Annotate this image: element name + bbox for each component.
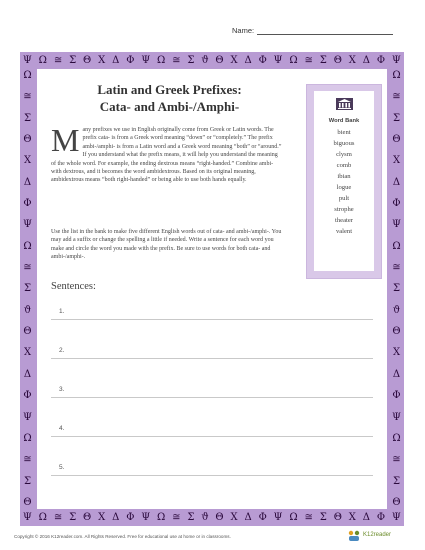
sentence-number: 1. [59,308,65,315]
copyright-footer: Copyright © 2016 K12reader.com. All Rights Reserved. Free for educational use at home or in classrooms. [14,534,231,539]
border-bottom-symbol: Φ [258,512,267,523]
border-top-symbol: ≅ [304,55,313,66]
intro-paragraph [51,122,283,185]
logo-figure-icon [346,530,362,542]
border-top-symbol: Σ [319,55,327,66]
border-bottom-symbol: ≅ [172,512,181,523]
border-bottom-symbol: ≅ [304,512,313,523]
border-left-symbol: Θ [23,134,32,146]
border-right-symbol: Ψ [392,219,401,231]
greek-border-frame [20,52,404,526]
border-right-symbols [390,70,403,508]
border-right-symbol: Σ [392,283,401,295]
sentence-number: 2. [59,347,65,354]
border-right-symbol: Δ [392,368,401,380]
border-right-symbol: Ω [392,70,401,81]
border-top-symbol: Ψ [23,55,32,66]
border-top-symbol: Θ [83,55,92,66]
border-top-symbol: Δ [362,55,371,66]
border-top-symbol: Ω [156,55,166,66]
sentence-writing-line[interactable] [51,358,373,359]
word-bank-item: clysm [336,151,352,158]
border-bottom-symbol: Δ [112,512,120,523]
logo-text: K12reader [363,532,392,538]
border-right-symbol: Χ [392,155,401,167]
border-top-symbol: Ω [289,55,298,66]
border-left-symbol: Θ [23,326,32,338]
border-top-symbol: Φ [258,55,267,66]
border-bottom-symbol: Ω [289,512,298,523]
border-top-symbol: ≅ [53,55,63,66]
border-bottom-symbol: ϑ [201,512,209,523]
border-left-symbol: Χ [23,347,32,359]
word-bank-item: logue [336,184,352,191]
name-blank-line[interactable] [257,26,393,35]
border-top-symbol: Δ [112,55,120,66]
word-bank-box [306,84,382,279]
border-right-symbol: Θ [392,496,401,508]
border-bottom-symbol: Χ [98,512,106,523]
border-bottom-symbol: Θ [83,512,92,523]
border-bottom-symbol: Σ [319,512,327,523]
border-left-symbol: ≅ [23,454,32,466]
border-bottom-symbol: Σ [69,512,77,523]
border-bottom-symbol: Φ [376,512,386,523]
border-right-symbol: Χ [392,347,401,359]
border-bottom-symbol: Ψ [391,512,401,523]
sentence-writing-line[interactable] [51,397,373,398]
border-right-symbol: Θ [392,326,401,338]
sentence-number: 3. [59,386,65,393]
border-right-symbol: ϑ [392,304,401,316]
border-left-symbol: Χ [23,155,32,167]
border-right-symbol: ≅ [392,454,401,466]
border-left-symbol: Σ [23,283,32,295]
border-top-symbol: Θ [215,55,224,66]
sentence-writing-line[interactable] [51,319,373,320]
word-bank-item: valent [335,228,353,235]
border-left-symbol: Ω [23,432,32,444]
border-top-symbol: ≅ [172,55,181,66]
bank-building-icon [336,98,353,110]
word-bank-list [314,127,374,237]
border-bottom-symbol: Δ [362,512,371,523]
border-top-symbol: Σ [187,55,195,66]
border-bottom-symbol: Δ [244,512,252,523]
border-top-symbols [20,54,404,67]
border-left-symbol: Ψ [23,219,32,231]
border-right-symbol: Σ [392,475,401,487]
border-right-symbol: Δ [392,176,401,188]
border-bottom-symbols [20,511,404,524]
border-top-symbol: Ω [38,55,47,66]
border-left-symbol: ≅ [23,262,32,274]
sentence-number: 4. [59,425,65,432]
border-bottom-symbol: Χ [348,512,356,523]
word-bank-item: strophe [334,206,354,213]
word-bank-item: bient [337,129,351,136]
word-bank-item: pult [338,195,350,202]
border-right-symbol: Ω [392,432,401,444]
border-top-symbol: Ψ [273,55,283,66]
intro-text: any prefixes we use in English originally come from Greek or Latin words. The prefix cata- is from a Greek word meaning “down” or “completely.” The prefix ambi-/amphi- is from a Latin word and a Greek word meaning “both” or “around.” If you understand what the prefix means, it will help you understand the meaning of the whole word. For example, the ending dextrous means “right-handed.” Combine ambi- with dextrous, and it becomes the word ambidextrous. Based on its original meaning, ambidextrous means “both right-handed” or being able to use both hands equally. [51,127,282,184]
border-bottom-symbol: Ψ [273,512,283,523]
border-top-symbol: Χ [348,55,356,66]
border-top-symbol: Χ [230,55,238,66]
worksheet-content [37,69,387,509]
border-bottom-symbol: Ψ [141,512,151,523]
sentence-number: 5. [59,464,65,471]
border-right-symbol: Φ [392,390,401,402]
border-left-symbol: ≅ [23,91,32,103]
word-bank-panel [314,91,374,271]
title-line-1: Latin and Greek Prefixes: [97,82,242,97]
border-right-symbol: ≅ [392,91,401,103]
border-top-symbol: Ψ [391,55,401,66]
border-right-symbol: Ψ [392,411,401,423]
border-bottom-symbol: Ω [38,512,47,523]
word-bank-title: Word Bank [328,118,360,124]
border-top-symbol: Θ [333,55,342,66]
border-bottom-symbol: Φ [126,512,135,523]
border-top-symbol: Ψ [141,55,151,66]
border-bottom-symbol: Ψ [23,512,32,523]
instructions-paragraph: Use the list in the bank to make five different English words out of cata- and ambi-/amphi-. You may add a suffix or change the spelling a little if needed. Write a sentence for each word you make and circle the word you made with the prefix. Be sure to use words for both cata- and ambi-/amphi-. [51,229,282,261]
border-bottom-symbol: Θ [215,512,224,523]
border-right-symbol: Φ [392,198,401,210]
drop-cap: M [51,122,80,158]
border-bottom-symbol: Χ [230,512,238,523]
border-left-symbol: Ω [23,70,32,81]
border-left-symbol: ϑ [23,304,32,316]
border-left-symbol: Θ [23,496,32,508]
border-top-symbol: Φ [126,55,135,66]
sentences-heading: Sentences: [51,281,96,292]
border-top-symbol: Χ [98,55,106,66]
name-label: Name: [232,26,255,35]
word-bank-item: ibian [337,173,351,180]
border-left-symbol: Ω [23,240,32,252]
sentence-writing-line[interactable] [51,475,373,476]
border-left-symbols [21,70,34,508]
border-right-symbol: ≅ [392,262,401,274]
border-left-symbol: Σ [23,475,32,487]
border-top-symbol: Φ [376,55,386,66]
border-left-symbol: Φ [23,198,32,210]
border-top-symbol: Δ [244,55,252,66]
border-bottom-symbol: Θ [333,512,342,523]
word-bank-item: comb [336,162,352,169]
border-bottom-symbol: Ω [156,512,166,523]
border-right-symbol: Σ [392,112,401,124]
worksheet-title [47,81,292,115]
border-right-symbol: Ω [392,240,401,252]
word-bank-item: biguous [333,140,355,147]
border-right-symbol: Θ [392,134,401,146]
border-top-symbol: ϑ [201,55,209,66]
name-field-row [232,26,393,35]
title-line-2: Cata- and Ambi-/Amphi- [99,99,240,114]
sentence-writing-line[interactable] [51,436,373,437]
border-left-symbol: Φ [23,390,32,402]
border-bottom-symbol: ≅ [53,512,63,523]
border-bottom-symbol: Σ [187,512,195,523]
k12reader-logo [346,529,406,543]
word-bank-item: theater [335,217,353,224]
border-top-symbol: Σ [69,55,77,66]
border-left-symbol: Σ [23,112,32,124]
border-left-symbol: Δ [23,368,32,380]
border-left-symbol: Δ [23,176,32,188]
border-left-symbol: Ψ [23,411,32,423]
